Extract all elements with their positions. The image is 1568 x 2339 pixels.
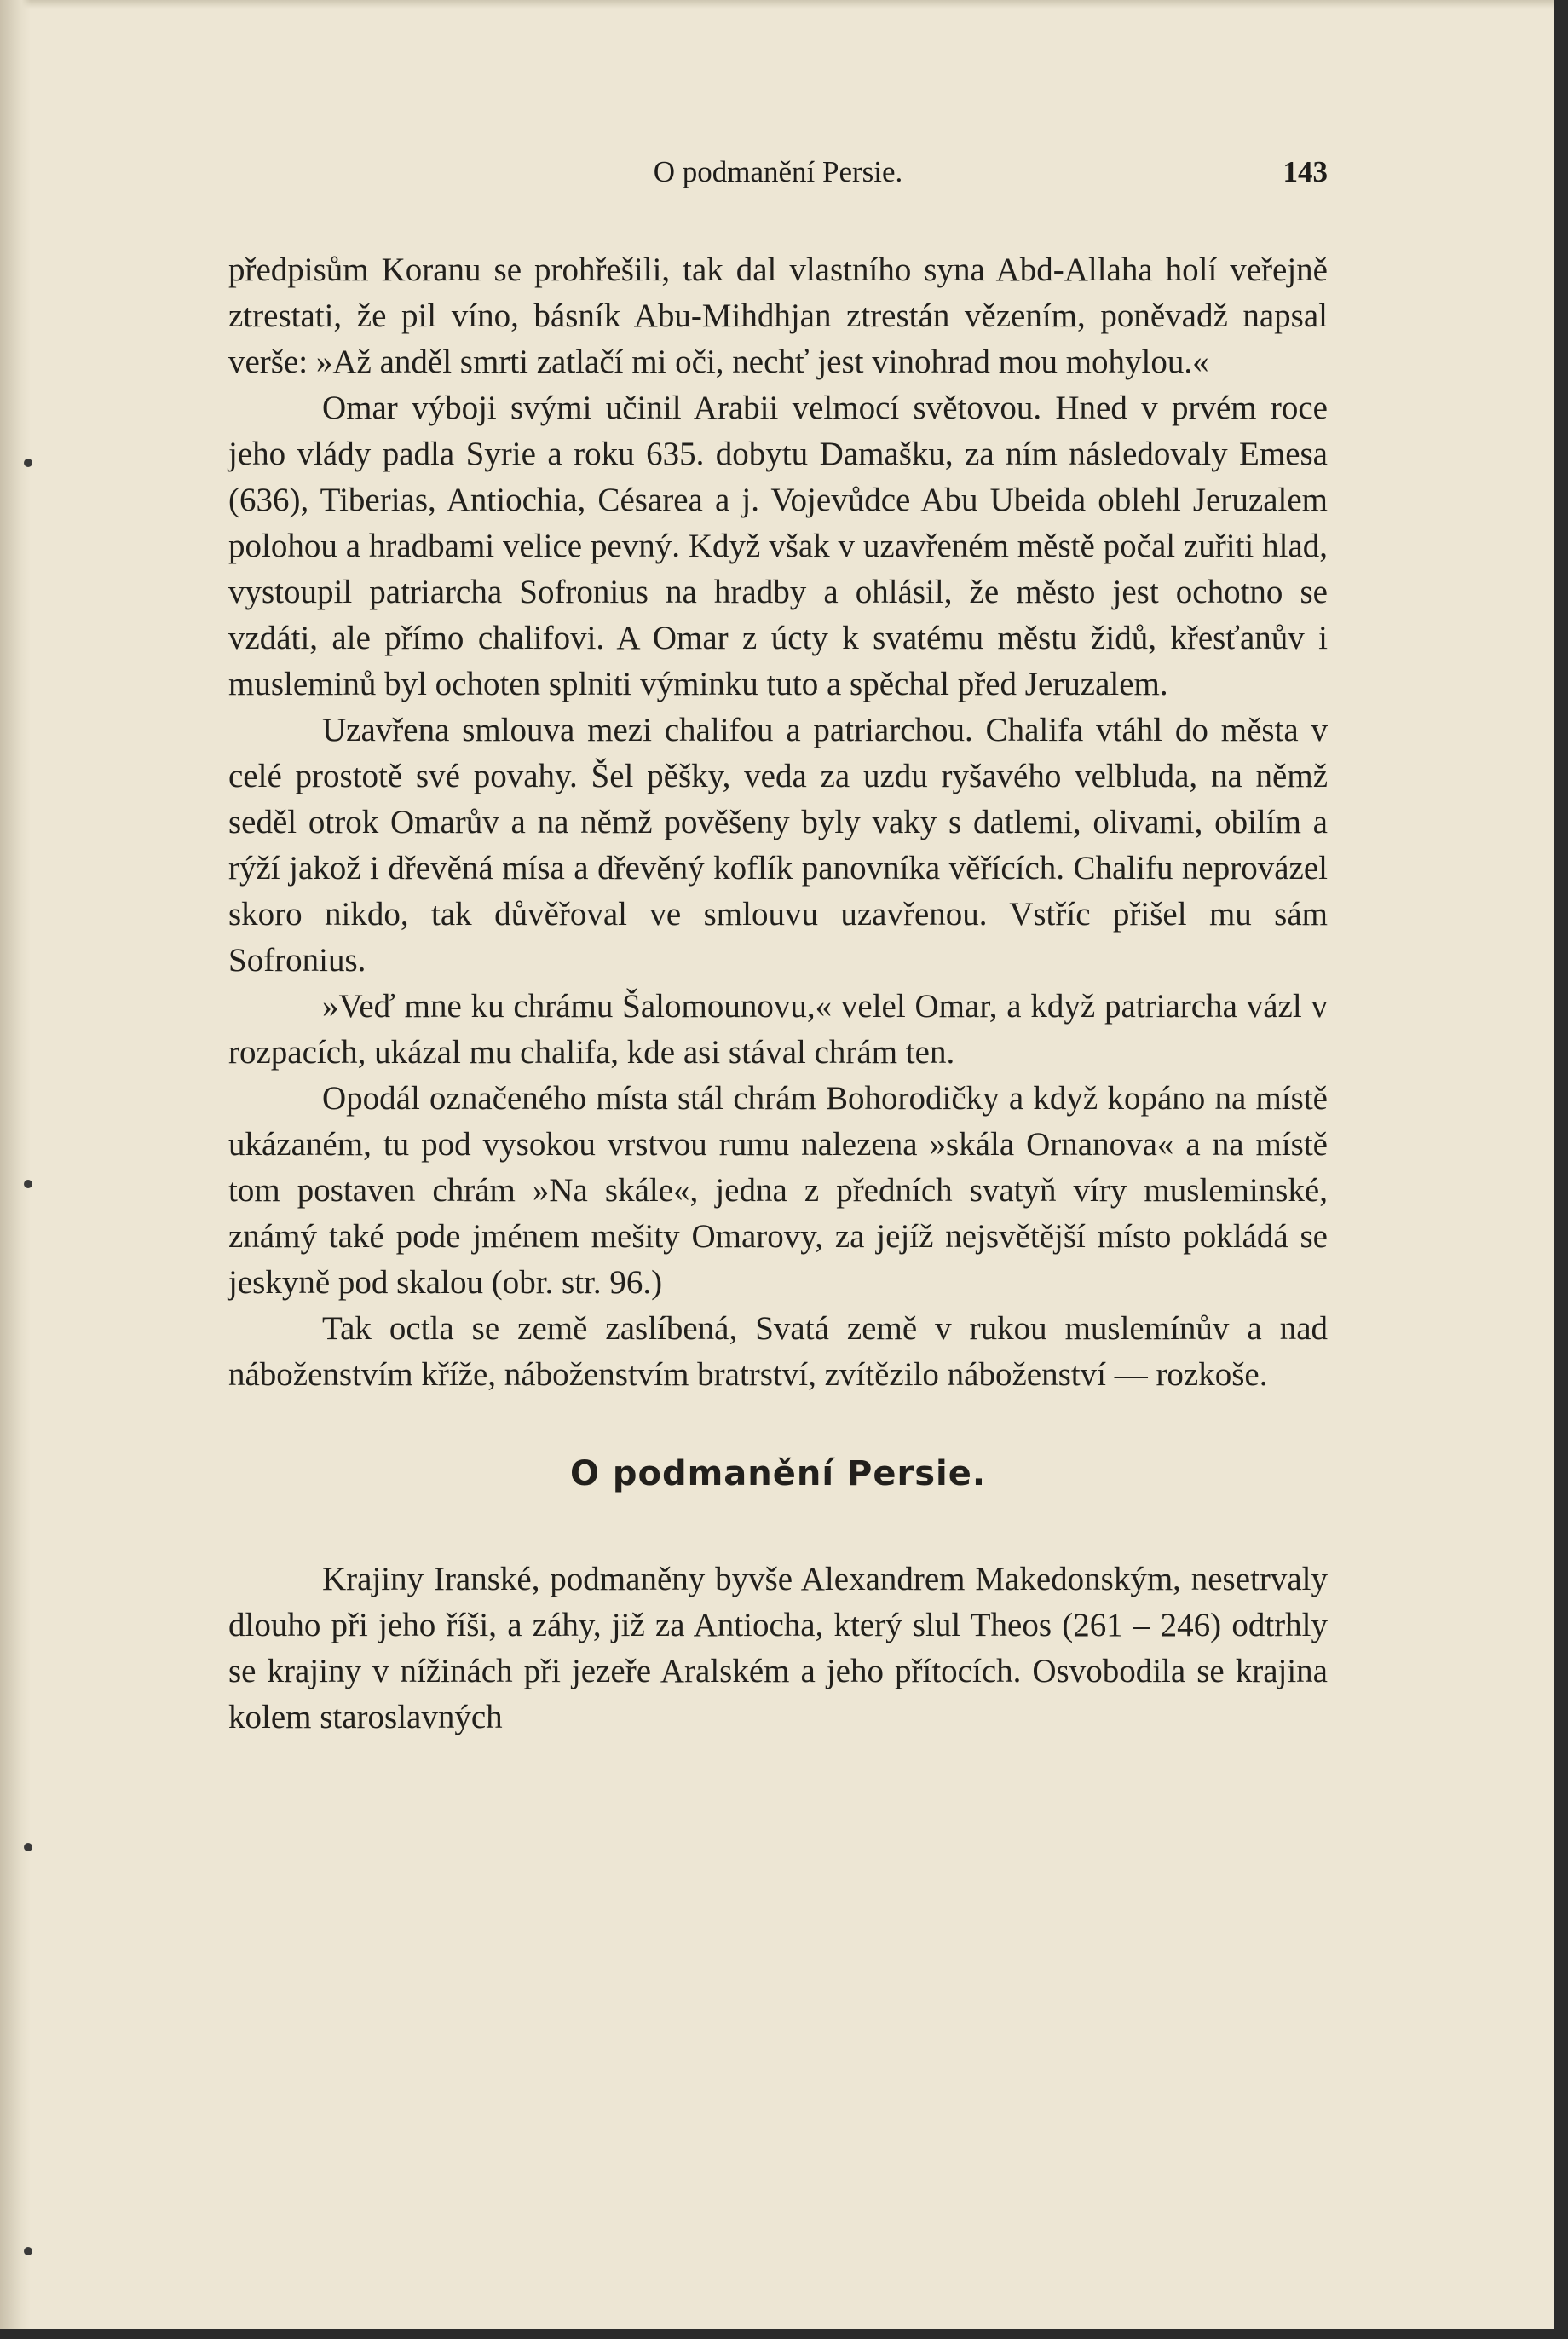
- page-right-edge: [1554, 0, 1568, 2339]
- paragraph: předpisům Koranu se prohřešili, tak dal vlastního syna Abd-Allaha holí veřejně ztrestati, že pil víno, básník Abu-Mihdhjan ztrestán vězením, poněvadž napsal verše: »Až anděl smrti zatlačí mi oči, nechť jest vinohrad mou mohylou.«: [228, 251, 1328, 380]
- paragraph: Uzavřena smlouva mezi chalifou a patriarchou. Chalifa vtáhl do města v celé prostotě své povahy. Šel pěšky, veda za uzdu ryšavého velbluda, na němž seděl otrok Omarův a na němž pověšeny byly vaky s datlemi, olivami, obilím a rýží jakož i dřevěná mísa a dřevěný koflík panovníka věřících. Chalifu neprovázel skoro nikdo, tak důvěřoval ve smlouvu uzavřenou. Vstříc přišel mu sám Sofronius.: [228, 712, 1328, 979]
- margin-mark: [24, 459, 32, 467]
- margin-mark: [24, 1843, 32, 1851]
- page-top-edge: [0, 0, 1568, 9]
- body-text: [228, 247, 1328, 1741]
- paragraph: Omar výboji svými učinil Arabii velmocí světovou. Hned v prvém roce jeho vlády padla Syrie a roku 635. dobytu Damašku, za ním následovaly Emesa (636), Tiberias, Antiochia, Césarea a j. Vojevůdce Abu Ubeida oblehl Jeruzalem polohou a hradbami velice pevný. Když však v uzavřeném městě počal zuřiti hlad, vystoupil patriarcha Sofronius na hradby a ohlásil, že město jest ochotno se vzdáti, ale přímo chalifovi. A Omar z úcty k svatému městu židů, křesťanův i musleminů byl ochoten splniti výminku tuto a spěchal před Jeruzalem.: [228, 390, 1328, 702]
- paragraph: Tak octla se země zaslíbená, Svatá země v rukou muslemínův a nad náboženstvím kříže, náboženstvím bratrství, zvítězilo náboženství — rozkoše.: [228, 1310, 1328, 1393]
- running-title: O podmanění Persie.: [653, 155, 903, 188]
- section-heading: O podmanění Persie.: [569, 1454, 987, 1493]
- paragraph: Opodál označeného místa stál chrám Bohorodičky a když kopáno na místě ukázaném, tu pod vysokou vrstvou rumu nalezena »skála Ornanova« a na místě tom postaven chrám »Na skále«, jedna z předních svatyň víry musleminské, známý také pode jménem mešity Omarovy, za jejíž nejsvětější místo pokládá se jeskyně pod skalou (obr. str. 96.): [228, 1080, 1328, 1301]
- page-gutter-shadow: [0, 0, 31, 2339]
- paragraph: »Veď mne ku chrámu Šalomounovu,« velel Omar, a když patriarcha vázl v rozpacích, ukázal mu chalifa, kde asi stával chrám ten.: [228, 988, 1328, 1071]
- page-bottom-edge: [0, 2329, 1568, 2339]
- running-header: [228, 155, 1328, 193]
- page-number: 143: [1283, 155, 1328, 188]
- paragraph: Krajiny Iranské, podmaněny byvše Alexandrem Makedonským, nesetrvaly dlouho při jeho říši, a záhy, již za Antiocha, který slul Theos (261 – 246) odtrhly se krajiny v nížinách při jezeře Aralském a jeho přítocích. Osvobodila se krajina kolem staroslavných: [228, 1561, 1328, 1735]
- margin-mark: [24, 2247, 32, 2255]
- margin-mark: [24, 1180, 32, 1188]
